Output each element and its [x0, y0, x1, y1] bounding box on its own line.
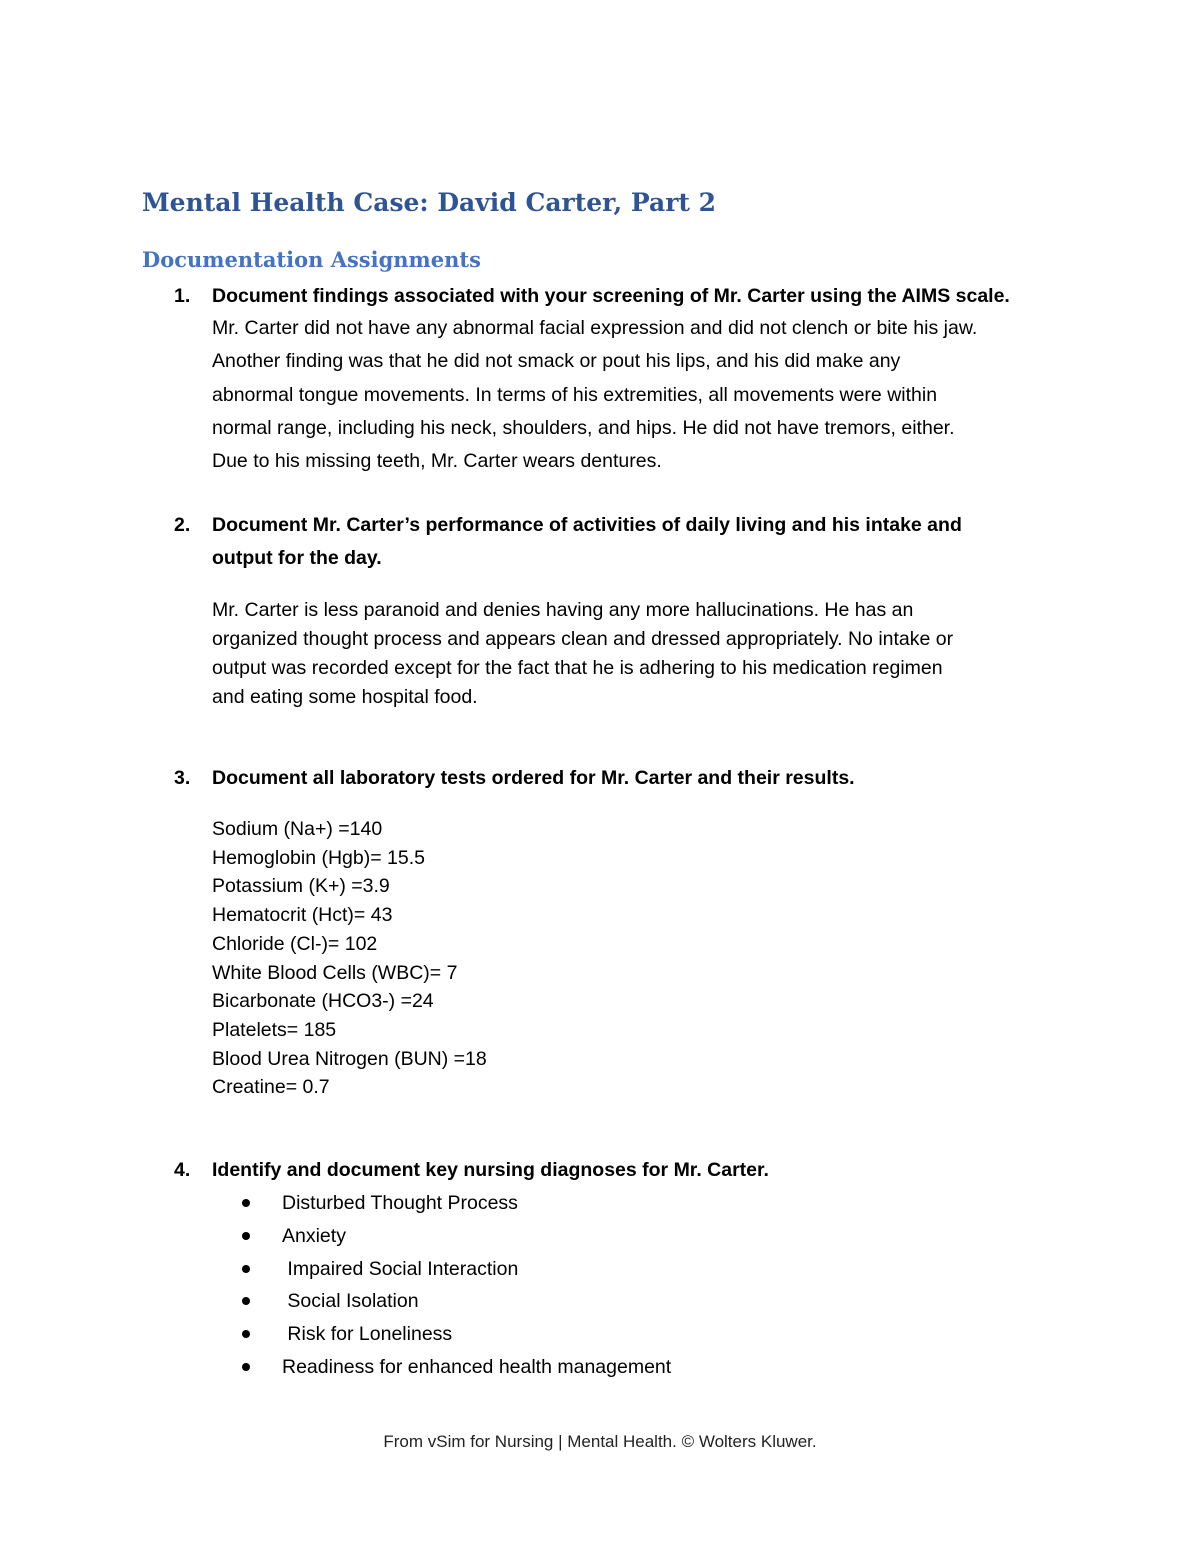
bullet-icon	[242, 1265, 250, 1273]
question-heading	[212, 509, 1072, 575]
diagnosis-label: Risk for Loneliness	[282, 1323, 453, 1346]
answer-line: abnormal tongue movements. In terms of his extremities, all movements were within	[212, 383, 938, 406]
answer-line: normal range, including his neck, shoulders, and hips. He did not have tremors, either.	[212, 416, 955, 439]
lab-result: Hemoglobin (Hgb)= 15.5	[212, 846, 425, 869]
answer-1	[212, 312, 1072, 478]
answer-line: organized thought process and appears clean and dressed appropriately. No intake or	[212, 628, 954, 650]
question-number: 3.	[174, 767, 191, 789]
page-footer: From vSim for Nursing | Mental Health. © Wolters Kluwer.	[383, 1432, 817, 1451]
lab-result: White Blood Cells (WBC)= 7	[212, 961, 458, 984]
bullet-icon	[242, 1232, 250, 1240]
answer-line: Another finding was that he did not smack or pout his lips, and his did make any	[212, 350, 901, 373]
question-heading: Document all laboratory tests ordered for Mr. Carter and their results.	[212, 767, 855, 789]
lab-result: Hematocrit (Hct)= 43	[212, 904, 393, 927]
document-title: Mental Health Case: David Carter, Part 2	[142, 188, 717, 217]
diagnosis-label: Readiness for enhanced health management	[282, 1355, 672, 1378]
question-heading-line: output for the day.	[212, 547, 382, 569]
question-number: 1.	[174, 285, 191, 307]
question-heading-line: Document Mr. Carter’s performance of activities of daily living and his intake and	[212, 514, 962, 536]
question-number: 2.	[174, 514, 191, 536]
question-heading: Document findings associated with your screening of Mr. Carter using the AIMS scale.	[212, 285, 1010, 307]
diagnosis-label: Disturbed Thought Process	[282, 1192, 518, 1214]
lab-result: Potassium (K+) =3.9	[212, 875, 390, 898]
section-heading: Documentation Assignments	[142, 247, 481, 272]
answer-line: output was recorded except for the fact that he is adhering to his medication regimen	[212, 657, 943, 679]
question-number: 4.	[174, 1159, 191, 1181]
answer-line: Due to his missing teeth, Mr. Carter wears dentures.	[212, 450, 662, 473]
answer-line: Mr. Carter did not have any abnormal facial expression and did not clench or bite his jaw.	[212, 317, 978, 339]
lab-result: Bicarbonate (HCO3-) =24	[212, 990, 434, 1013]
bullet-icon	[242, 1330, 250, 1338]
bullet-icon	[242, 1363, 250, 1371]
lab-result: Platelets= 185	[212, 1018, 337, 1041]
diagnosis-label: Social Isolation	[282, 1290, 419, 1313]
diagnosis-label: Impaired Social Interaction	[282, 1257, 519, 1280]
lab-result: Creatine= 0.7	[212, 1076, 330, 1099]
lab-result: Blood Urea Nitrogen (BUN) =18	[212, 1047, 487, 1070]
answer-line: Mr. Carter is less paranoid and denies having any more hallucinations. He has an	[212, 599, 914, 621]
answer-2	[212, 596, 1072, 712]
diagnosis-label: Anxiety	[282, 1224, 346, 1247]
answer-line: and eating some hospital food.	[212, 686, 478, 708]
lab-result: Chloride (Cl-)= 102	[212, 932, 378, 955]
lab-results-list	[212, 815, 487, 1102]
bullet-icon	[242, 1297, 250, 1305]
question-heading: Identify and document key nursing diagnoses for Mr. Carter.	[212, 1159, 769, 1181]
lab-result: Sodium (Na+) =140	[212, 818, 383, 840]
bullet-icon	[242, 1199, 250, 1207]
